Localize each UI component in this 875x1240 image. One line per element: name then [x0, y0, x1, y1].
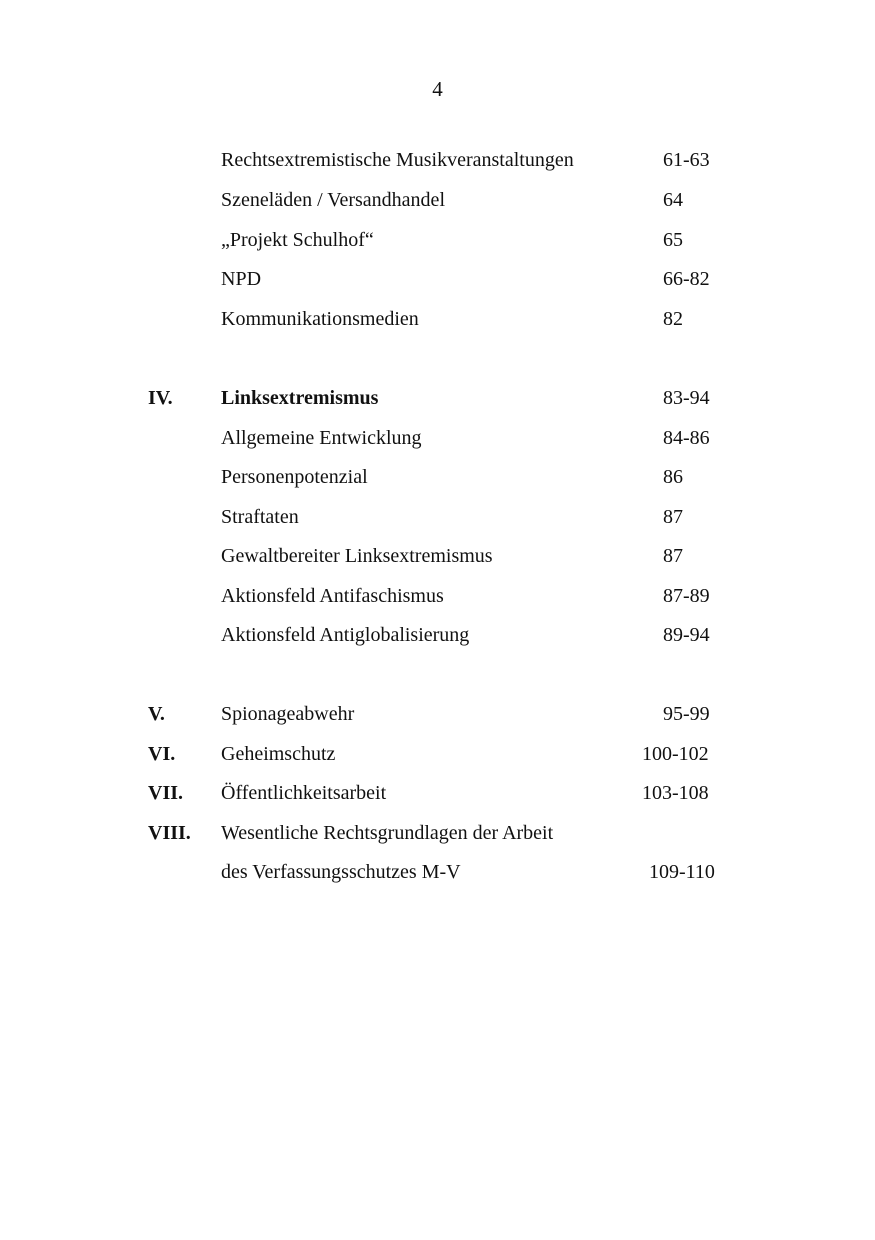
toc-section-heading[interactable] [0, 740, 875, 768]
toc-entry-pages: 89-94 [663, 624, 710, 646]
toc-entry-pages: 87 [663, 545, 683, 567]
toc-entry-number: V. [148, 703, 165, 725]
toc-entry-pages: 87 [663, 506, 683, 528]
toc-entry-number: VII. [148, 782, 184, 804]
toc-entry[interactable] [0, 858, 875, 886]
toc-entry-pages: 95-99 [663, 703, 710, 725]
toc-entry-title: Allgemeine Entwicklung [221, 427, 422, 449]
toc-entry-pages: 65 [663, 229, 683, 251]
toc-entry-pages: 86 [663, 466, 683, 488]
toc-entry-title: Personenpotenzial [221, 466, 368, 488]
toc-entry-title: Aktionsfeld Antifaschismus [221, 585, 444, 607]
toc-entry-title: „Projekt Schulhof“ [221, 229, 374, 251]
toc-entry-pages: 83-94 [663, 387, 710, 409]
toc-entry[interactable] [0, 226, 875, 254]
toc-entry-title: Szeneläden / Versandhandel [221, 189, 445, 211]
toc-entry-title: Kommunikationsmedien [221, 308, 419, 330]
toc-entry[interactable] [0, 424, 875, 452]
toc-entry[interactable] [0, 305, 875, 333]
toc-entry-title: Rechtsextremistische Musikveranstaltungen [221, 149, 574, 171]
toc-section-heading[interactable] [0, 384, 875, 412]
toc-entry-number: VI. [148, 743, 176, 765]
toc-entry[interactable] [0, 463, 875, 491]
toc-entry[interactable] [0, 503, 875, 531]
toc-entry-title: NPD [221, 268, 262, 290]
toc-entry-title: Wesentliche Rechtsgrundlagen der Arbeit [221, 822, 554, 844]
toc-entry[interactable] [0, 186, 875, 214]
toc-entry-title: Linksextremismus [221, 387, 379, 409]
toc-entry-pages: 100-102 [642, 743, 709, 765]
toc-entry[interactable] [0, 265, 875, 293]
toc-entry-pages: 61-63 [663, 149, 710, 171]
toc-section-heading[interactable] [0, 700, 875, 728]
toc-entry-title: Gewaltbereiter Linksextremismus [221, 545, 493, 567]
toc-entry-title: Straftaten [221, 506, 299, 528]
toc-entry-pages: 109-110 [649, 861, 715, 883]
toc-entry-title: Öffentlichkeitsarbeit [221, 782, 387, 804]
toc-entry-title: Aktionsfeld Antiglobalisierung [221, 624, 470, 646]
toc-entry-number: IV. [148, 387, 173, 409]
toc-entry-title: des Verfassungsschutzes M-V [221, 861, 461, 883]
toc-section-heading[interactable] [0, 779, 875, 807]
toc-entry[interactable] [0, 582, 875, 610]
toc-section-heading[interactable] [0, 819, 875, 847]
toc-entry-title: Geheimschutz [221, 743, 336, 765]
toc-entry[interactable] [0, 146, 875, 174]
toc-entry-pages: 64 [663, 189, 683, 211]
toc-entry-pages: 87-89 [663, 585, 710, 607]
toc-entry-pages: 66-82 [663, 268, 710, 290]
toc-entry[interactable] [0, 621, 875, 649]
toc-entry-title: Spionageabwehr [221, 703, 355, 725]
toc-entry-pages: 103-108 [642, 782, 709, 804]
toc-entry[interactable] [0, 542, 875, 570]
toc-entry-pages: 82 [663, 308, 683, 330]
toc-entry-number: VIII. [148, 822, 191, 844]
page-number: 4 [432, 77, 443, 101]
toc-entry-pages: 84-86 [663, 427, 710, 449]
